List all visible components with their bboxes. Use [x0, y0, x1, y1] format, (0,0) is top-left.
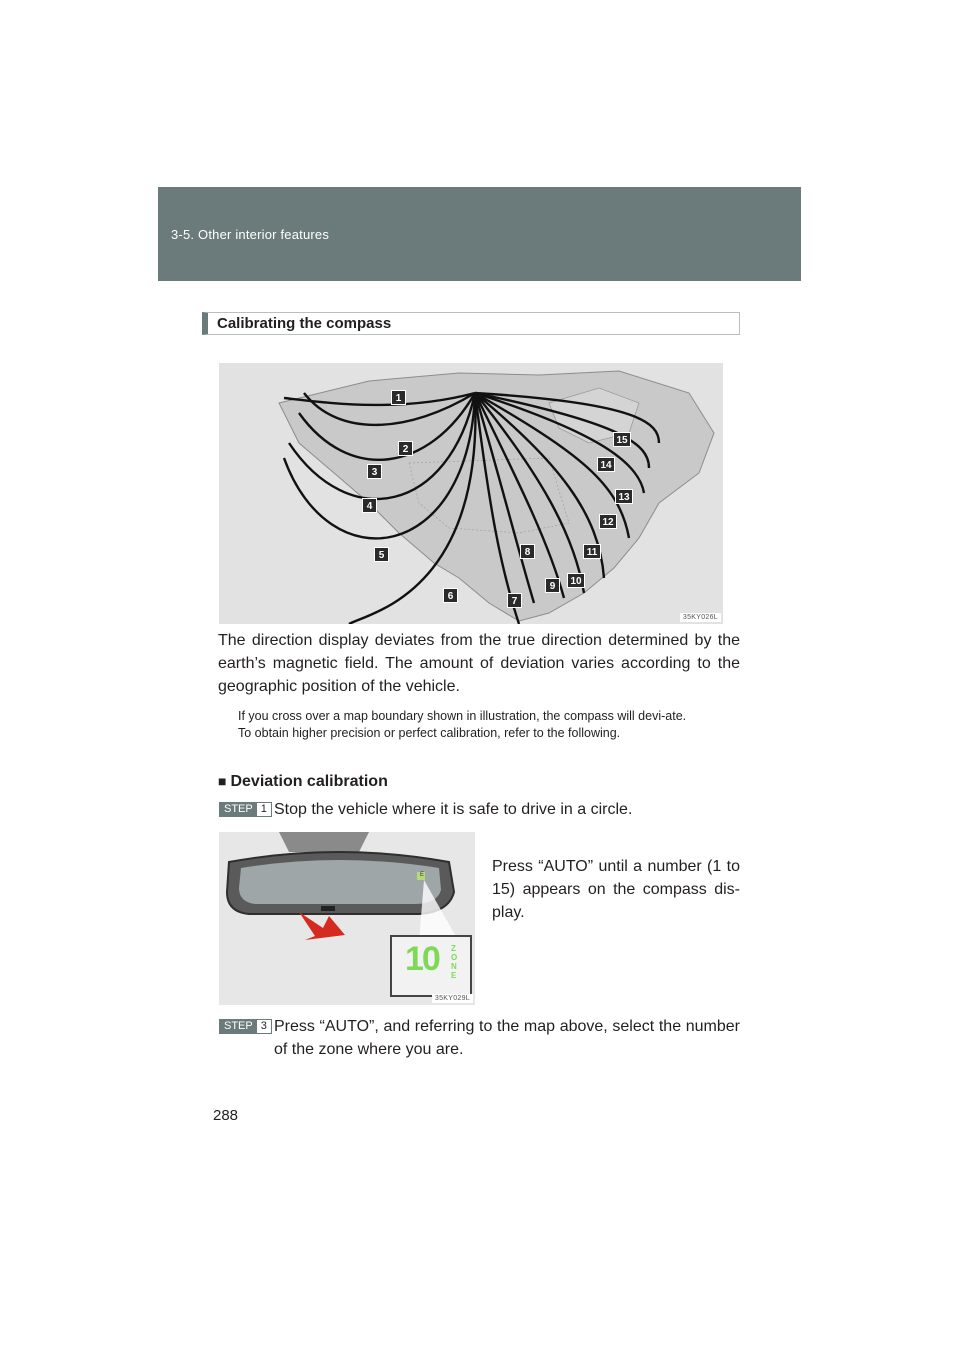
zone-number-display: 10 — [405, 940, 439, 978]
step-3-number: 3 — [257, 1020, 271, 1033]
mirror-drawing — [219, 832, 475, 1005]
zone-label-7: 7 — [507, 593, 522, 608]
note-line-1: If you cross over a map boundary shown in illustration, the compass will devi-ate. — [238, 709, 687, 723]
zone-label-9: 9 — [545, 578, 560, 593]
subheading-text: Deviation calibration — [230, 773, 388, 790]
step-3-label: STEP — [220, 1020, 257, 1033]
step-1-label: STEP — [220, 803, 257, 816]
page-number: 288 — [213, 1107, 239, 1124]
zone-label-13: 13 — [615, 489, 633, 504]
mini-display-text: E — [420, 872, 425, 878]
header-band — [158, 187, 801, 281]
zone-label-8: 8 — [520, 544, 535, 559]
zone-unit-display: ZONE — [451, 944, 458, 980]
subheading — [218, 773, 388, 791]
step-3-text: Press “AUTO”, and referring to the map above, select the number of the zone where you are. — [274, 1018, 740, 1058]
mirror-mount — [279, 832, 369, 852]
section-title: 3-5. Other interior features — [171, 227, 330, 242]
zone-label-5: 5 — [374, 547, 389, 562]
zone-label-10: 10 — [567, 573, 585, 588]
zone-label-1: 1 — [391, 390, 406, 405]
zone-map-illustration — [219, 363, 723, 624]
zone-label-2: 2 — [398, 441, 413, 456]
heading-text: Calibrating the compass — [217, 315, 392, 332]
deviation-paragraph: The direction display deviates from the true direction determined by the earth’s magnetic field. The amount of deviation varies according to the geographic position of the vehicle. — [218, 632, 740, 695]
step-1-number: 1 — [257, 803, 271, 816]
zone-map-drawing — [219, 363, 723, 624]
zone-label-6: 6 — [443, 588, 458, 603]
zone-label-14: 14 — [597, 457, 615, 472]
north-america-landmass — [279, 371, 714, 621]
mirror-glass — [239, 860, 441, 904]
zone-label-4: 4 — [362, 498, 377, 513]
step-1-badge — [219, 802, 272, 817]
mirror-figure-code: 35KY029L — [432, 994, 473, 1003]
zone-label-15: 15 — [613, 432, 631, 447]
auto-button — [321, 906, 335, 911]
zone-label-11: 11 — [583, 544, 601, 559]
step-1-text: Stop the vehicle where it is safe to drive in a circle. — [274, 801, 633, 818]
square-bullet-icon: ■ — [218, 773, 227, 789]
map-figure-code: 35KY026L — [680, 613, 721, 622]
step-3-badge — [219, 1019, 272, 1034]
note-block — [238, 708, 740, 742]
zone-label-3: 3 — [367, 464, 382, 479]
zone-label-12: 12 — [599, 514, 617, 529]
step-2-text: Press “AUTO” until a number (1 to 15) appears on the compass dis-play. — [492, 858, 740, 921]
section-heading — [202, 312, 740, 335]
mirror-illustration — [219, 832, 475, 1005]
note-line-2: To obtain higher precision or perfect calibration, refer to the following. — [238, 726, 621, 740]
